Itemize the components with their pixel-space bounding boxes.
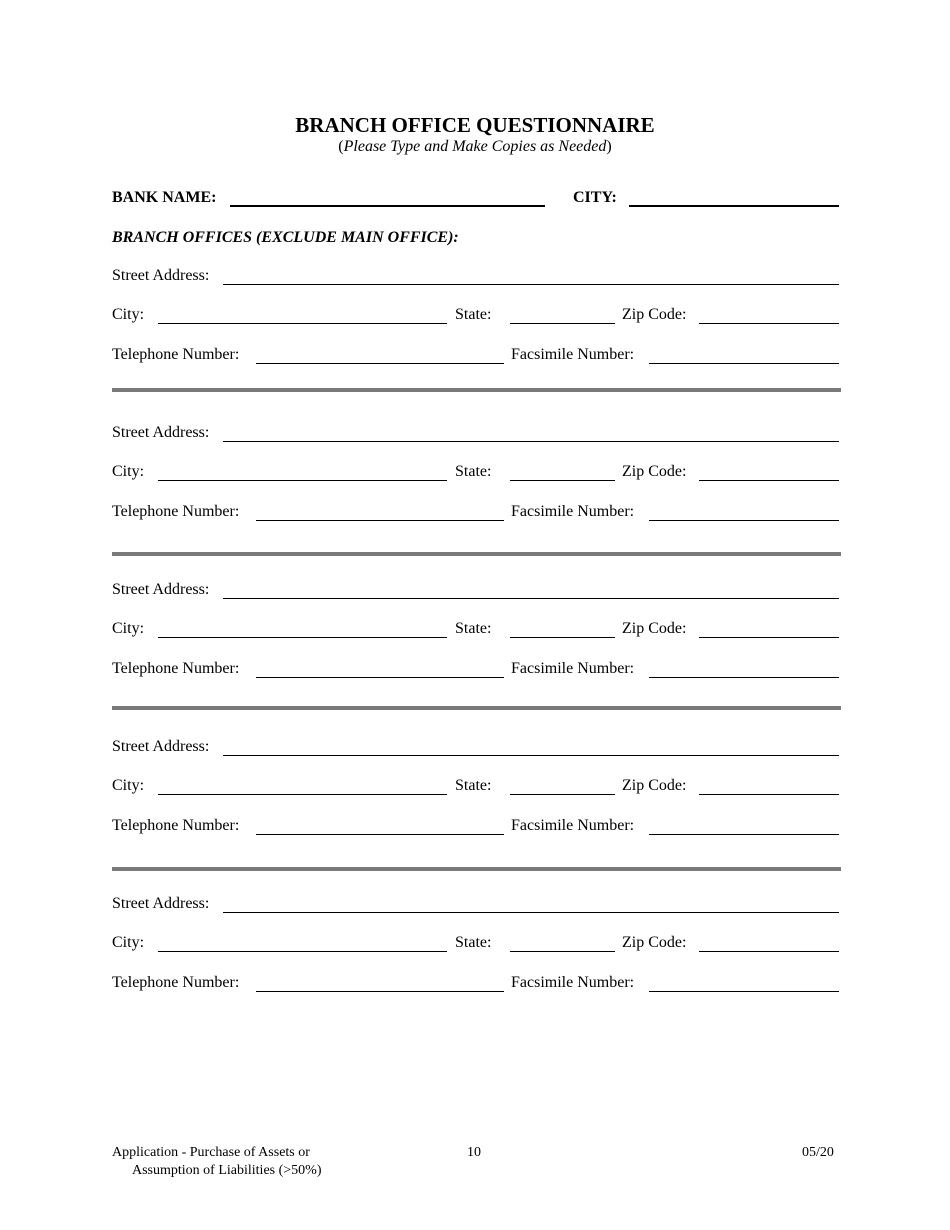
branch-2-zip-label: Zip Code: — [622, 463, 687, 480]
branch-3-telephone-label: Telephone Number: — [112, 660, 240, 677]
branch-3-facsimile-field[interactable] — [649, 677, 839, 678]
branches-heading: BRANCH OFFICES (EXCLUDE MAIN OFFICE): — [112, 229, 459, 246]
branch-1-state-field[interactable] — [510, 323, 615, 324]
branch-5-street-label: Street Address: — [112, 895, 210, 912]
branch-3-city-label: City: — [112, 620, 145, 637]
branch-5-zip-label: Zip Code: — [622, 934, 687, 951]
branch-5-city-label: City: — [112, 934, 145, 951]
footer-page-number: 10 — [467, 1145, 481, 1160]
branch-1-street-field[interactable] — [223, 284, 839, 285]
branch-3-city-field[interactable] — [158, 637, 447, 638]
branch-1-zip-label: Zip Code: — [622, 306, 687, 323]
branch-2-telephone-label: Telephone Number: — [112, 503, 240, 520]
branch-5-state-field[interactable] — [510, 951, 615, 952]
branch-2-city-label: City: — [112, 463, 145, 480]
subtitle-close-paren: ) — [606, 138, 612, 155]
bank-city-field[interactable] — [629, 205, 839, 207]
branch-3-street-field[interactable] — [223, 598, 839, 599]
branch-separator — [112, 388, 841, 392]
branch-1-facsimile-label: Facsimile Number: — [511, 346, 635, 363]
branch-5-facsimile-field[interactable] — [649, 991, 839, 992]
branch-4-city-label: City: — [112, 777, 145, 794]
branch-1-telephone-label: Telephone Number: — [112, 346, 240, 363]
footer-form-title — [112, 1144, 322, 1180]
branch-2-state-field[interactable] — [510, 480, 615, 481]
branch-separator — [112, 867, 841, 871]
branch-4-telephone-field[interactable] — [256, 834, 504, 835]
branch-2-telephone-field[interactable] — [256, 520, 504, 521]
branch-2-city-field[interactable] — [158, 480, 447, 481]
branch-2-state-label: State: — [455, 463, 492, 480]
branch-1-city-field[interactable] — [158, 323, 447, 324]
branch-4-zip-field[interactable] — [699, 794, 839, 795]
branch-4-city-field[interactable] — [158, 794, 447, 795]
branch-4-telephone-label: Telephone Number: — [112, 817, 240, 834]
branch-1-facsimile-field[interactable] — [649, 363, 839, 364]
branch-4-street-label: Street Address: — [112, 738, 210, 755]
branch-5-state-label: State: — [455, 934, 492, 951]
branch-5-telephone-field[interactable] — [256, 991, 504, 992]
subtitle-open-paren: ( — [338, 138, 344, 155]
branch-4-state-label: State: — [455, 777, 492, 794]
page-subtitle — [0, 137, 950, 157]
footer-form-title-line2: Assumption of Liabilities (>50%) — [132, 1163, 322, 1178]
branch-1-city-label: City: — [112, 306, 145, 323]
branch-2-facsimile-label: Facsimile Number: — [511, 503, 635, 520]
branch-3-state-field[interactable] — [510, 637, 615, 638]
footer-date: 05/20 — [802, 1145, 834, 1160]
branch-separator — [112, 706, 841, 710]
branch-2-facsimile-field[interactable] — [649, 520, 839, 521]
branch-3-facsimile-label: Facsimile Number: — [511, 660, 635, 677]
branch-1-telephone-field[interactable] — [256, 363, 504, 364]
bank-name-field[interactable] — [230, 205, 545, 207]
branch-2-zip-field[interactable] — [699, 480, 839, 481]
branch-3-telephone-field[interactable] — [256, 677, 504, 678]
branch-2-street-field[interactable] — [223, 441, 839, 442]
branch-5-telephone-label: Telephone Number: — [112, 974, 240, 991]
branch-3-zip-label: Zip Code: — [622, 620, 687, 637]
branch-4-facsimile-label: Facsimile Number: — [511, 817, 635, 834]
branch-3-zip-field[interactable] — [699, 637, 839, 638]
page-title: BRANCH OFFICE QUESTIONNAIRE — [295, 113, 655, 137]
branch-2-street-label: Street Address: — [112, 424, 210, 441]
branch-1-street-label: Street Address: — [112, 267, 210, 284]
branch-5-city-field[interactable] — [158, 951, 447, 952]
branch-4-state-field[interactable] — [510, 794, 615, 795]
branch-separator — [112, 552, 841, 556]
branch-5-facsimile-label: Facsimile Number: — [511, 974, 635, 991]
branch-4-facsimile-field[interactable] — [649, 834, 839, 835]
branch-3-state-label: State: — [455, 620, 492, 637]
branch-5-street-field[interactable] — [223, 912, 839, 913]
branch-1-state-label: State: — [455, 306, 492, 323]
branch-4-street-field[interactable] — [223, 755, 839, 756]
branch-4-zip-label: Zip Code: — [622, 777, 687, 794]
subtitle-text: Please Type and Make Copies as Needed — [343, 138, 607, 155]
bank-name-label: BANK NAME: — [112, 189, 217, 206]
branch-5-zip-field[interactable] — [699, 951, 839, 952]
branch-1-zip-field[interactable] — [699, 323, 839, 324]
branch-3-street-label: Street Address: — [112, 581, 210, 598]
footer-form-title-line1: Application - Purchase of Assets or — [112, 1145, 310, 1160]
bank-city-label: CITY: — [573, 189, 617, 206]
